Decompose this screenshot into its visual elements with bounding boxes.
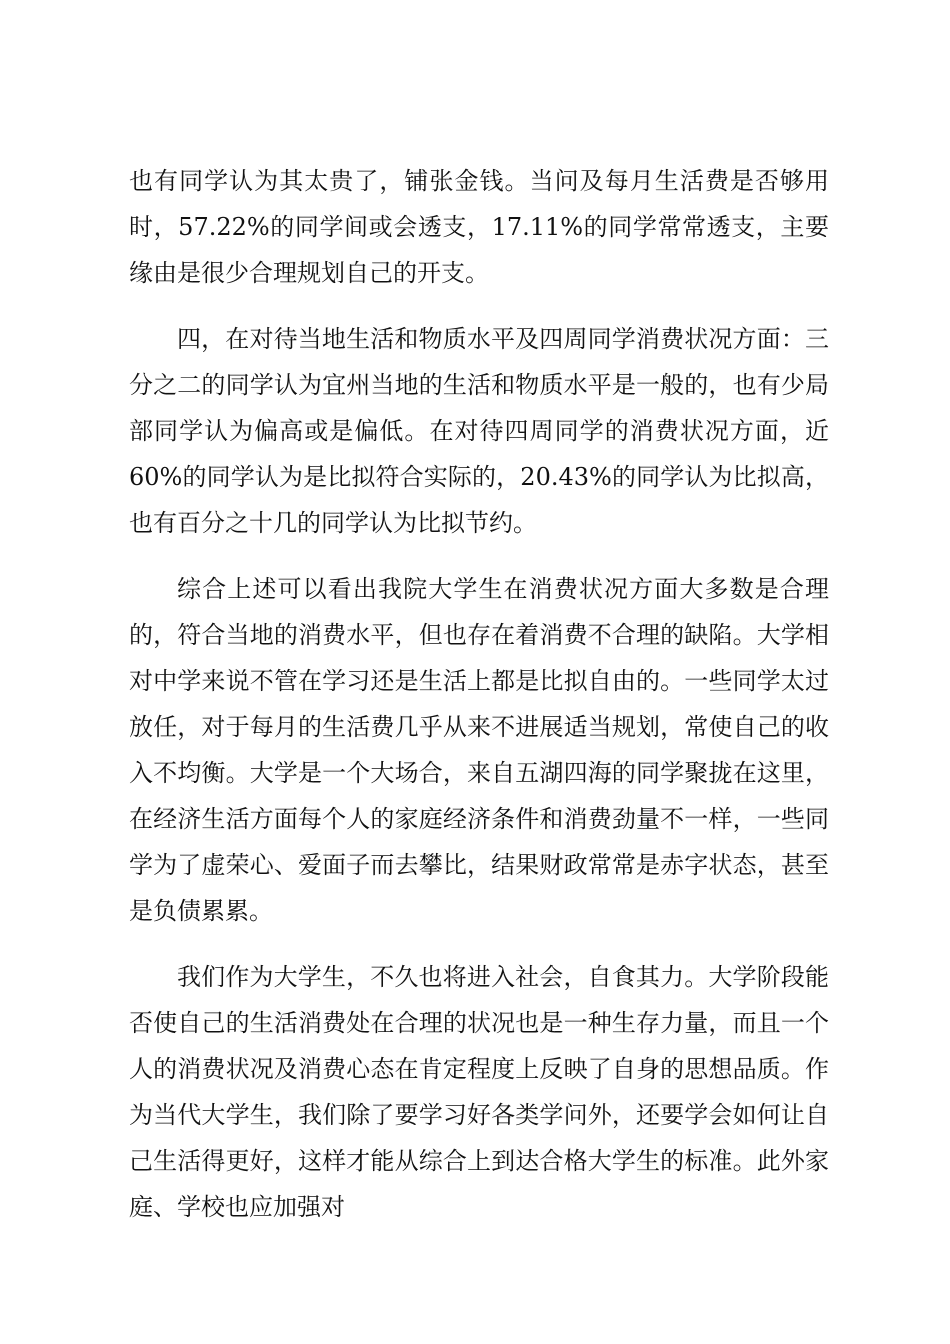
document-body (129, 158, 829, 1250)
paragraph-continuation: 也有同学认为其太贵了，铺张金钱。当问及每月生活费是否够用时，57.22%的同学间或会透支，17.11%的同学常常透支，主要缘由是很少合理规划自己的开支。 (129, 167, 829, 287)
paragraph-summary: 综合上述可以看出我院大学生在消费状况方面大多数是合理的，符合当地的消费水平，但也存在着消费不合理的缺陷。大学相对中学来说不管在学习还是生活上都是比拟自由的。一些同学太过放任，对于每月的生活费几乎从来不进展适当规划，常使自己的收入不均衡。大学是一个大场合，来自五湖四海的同学聚拢在这里，在经济生活方面每个人的家庭经济条件和消费劲量不一样，一些同学为了虚荣心、爱面子而去攀比，结果财政常常是赤字状态，甚至是负债累累。 (129, 575, 829, 925)
paragraph-conclusion: 我们作为大学生，不久也将进入社会，自食其力。大学阶段能否使自己的生活消费处在合理的状况也是一种生存力量，而且一个人的消费状况及消费心态在肯定程度上反映了自身的思想品质。作为当代大学生，我们除了要学习好各类学问外，还要学会如何让自己生活得更好，这样才能从综合上到达合格大学生的标准。此外家庭、学校也应加强对 (129, 963, 829, 1221)
paragraph-section-four: 四，在对待当地生活和物质水平及四周同学消费状况方面：三分之二的同学认为宜州当地的生活和物质水平是一般的，也有少局部同学认为偏高或是偏低。在对待四周同学的消费状况方面，近60%的同学认为是比拟符合实际的，20.43%的同学认为比拟高，也有百分之十几的同学认为比拟节约。 (129, 325, 829, 537)
